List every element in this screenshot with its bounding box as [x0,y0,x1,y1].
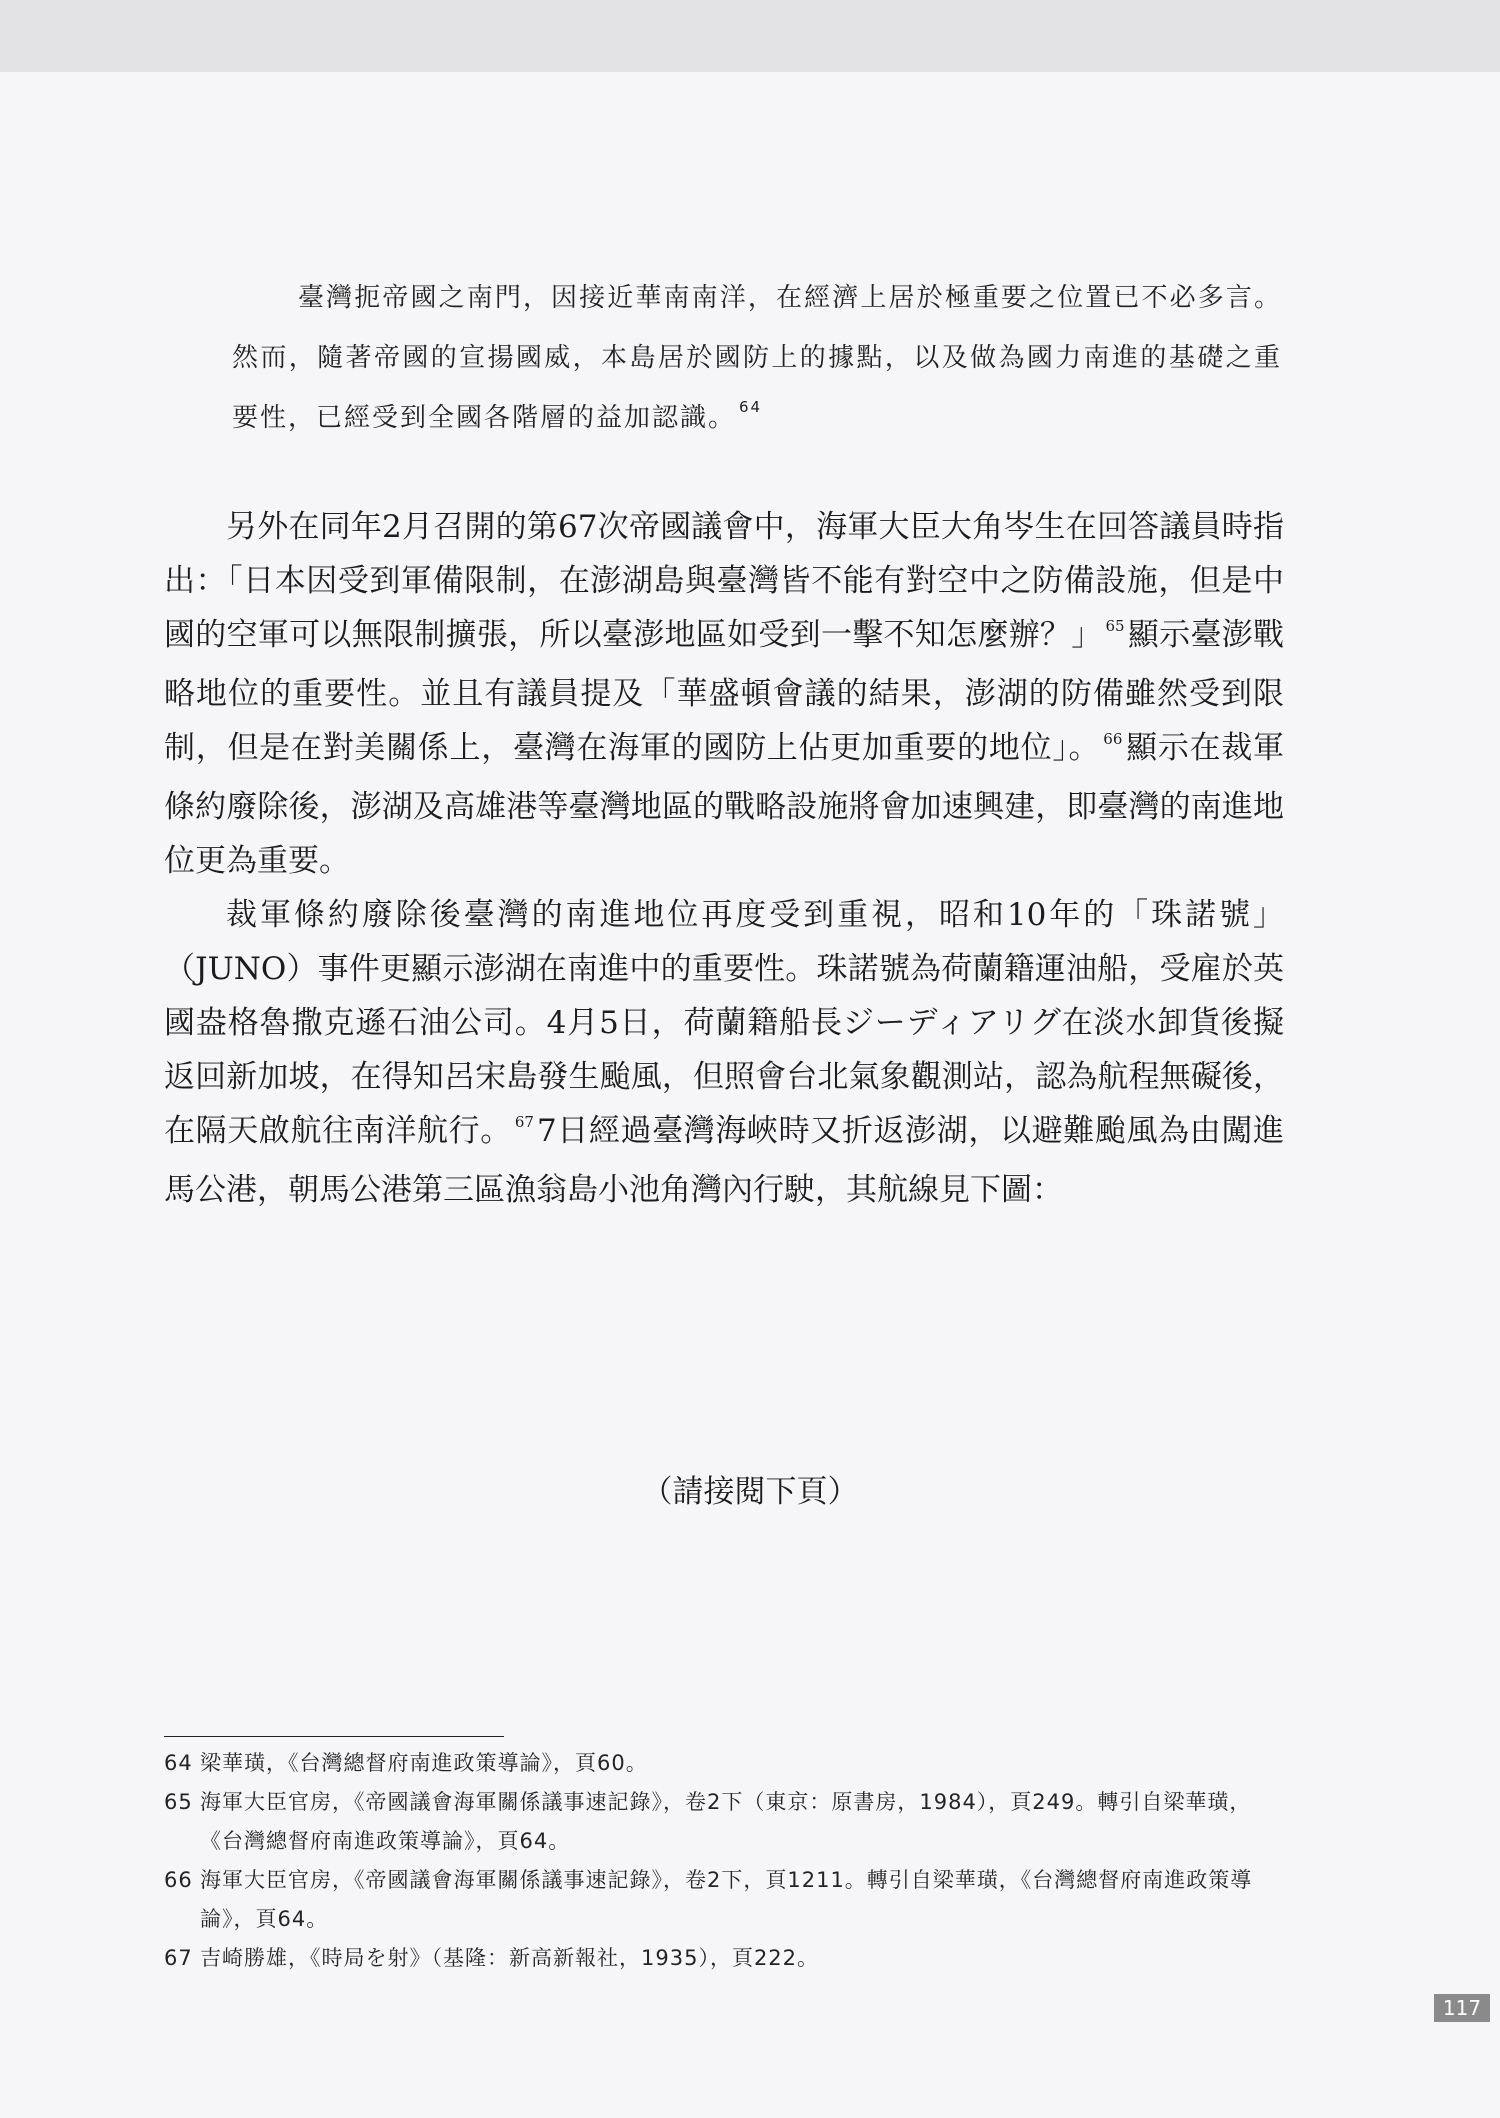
page-number: 117 [1434,1994,1490,2022]
footnote-65 [164,1783,1284,1861]
footnote-number: 64 [164,1751,193,1775]
scan-top-band [0,0,1500,72]
footnote-64 [164,1744,1284,1783]
footnote-ref-67: 67 [514,1113,534,1131]
footnotes [164,1744,1284,1978]
body-text [164,500,1284,1217]
paragraph-1-sentence-3: 顯示在裁軍條約廢除後，澎湖及高雄港等臺灣地區的戰略設施將會加速興建，即臺灣的南進地位更為重要。 [164,730,1285,879]
footnote-ref-66: 66 [1103,730,1123,748]
footnote-rule [164,1736,504,1737]
footnote-number: 66 [164,1868,193,1892]
footnote-text: 海軍大臣官房，《帝國議會海軍關係議事速記錄》，卷2下（東京：原書房，1984），頁249。轉引自梁華璜，《台灣總督府南進政策導論》，頁64。 [200,1790,1252,1853]
footnote-text: 海軍大臣官房，《帝國議會海軍關係議事速記錄》，卷2下，頁1211。轉引自梁華璜，《台灣總督府南進政策導論》，頁64。 [200,1868,1253,1931]
footnote-ref-64: 64 [739,398,763,416]
footnote-66 [164,1861,1284,1939]
continue-on-next-page: （請接閱下頁） [641,1474,859,1510]
footnote-ref-65: 65 [1105,617,1125,635]
paragraph-2-sentence-2: 7日經過臺灣海峽時又折返澎湖，以避難颱風為由闖進馬公港，朝馬公港第三區漁翁島小池角灣內行駛，其航線見下圖： [164,1113,1284,1208]
footnote-number: 67 [164,1946,193,1970]
quote-text: 臺灣扼帝國之南門，因接近華南南洋，在經濟上居於極重要之位置已不必多言。然而，隨著帝國的宣揚國威，本島居於國防上的據點，以及做為國力南進的基礎之重要性，已經受到全國各階層的益加認識。 [232,283,1282,433]
paragraph-1-sentence-2: 顯示臺澎戰略地位的重要性。並且有議員提及「華盛頓會議的結果，澎湖的防備雖然受到限制，但是在對美關係上，臺灣在海軍的國防上佔更加重要的地位」。 [164,617,1285,766]
footnote-number: 65 [164,1790,193,1814]
block-quote [232,268,1282,451]
footnote-text: 梁華璜，《台灣總督府南進政策導論》，頁60。 [200,1751,648,1775]
paragraph-1-sentence-1: 另外在同年2月召開的第67次帝國議會中，海軍大臣大角岑生在回答議員時指出：「日本因受到軍備限制，在澎湖島與臺灣皆不能有對空中之防備設施，但是中國的空軍可以無限制擴張，所以臺澎地區如受到一擊不知怎麼辦？」 [164,509,1284,653]
footnote-text: 吉崎勝雄，《時局を射》（基隆：新高新報社，1935），頁222。 [200,1946,820,1970]
footnote-67 [164,1939,1284,1978]
paragraph-1 [164,500,1284,888]
paragraph-2-sentence-1: 裁軍條約廢除後臺灣的南進地位再度受到重視，昭和10年的「珠諾號」（JUNO）事件更顯示澎湖在南進中的重要性。珠諾號為荷蘭籍運油船，受雇於英國盎格魯撒克遜石油公司。4月5日，荷蘭籍船長ジーディアリグ在淡水卸貨後擬返回新加坡，在得知呂宋島發生颱風，但照會台北氣象觀測站，認為航程無礙後，在隔天啟航往南洋航行。 [164,897,1284,1149]
block-quote-paragraph [232,268,1282,451]
paragraph-2 [164,888,1284,1217]
